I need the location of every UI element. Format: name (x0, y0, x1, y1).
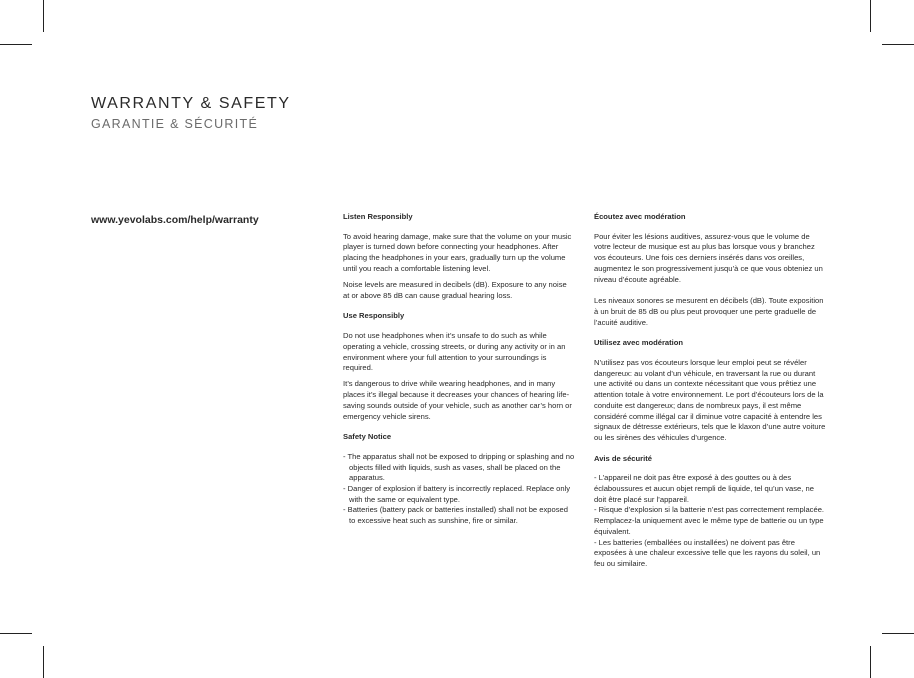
section-heading: Safety Notice (343, 432, 392, 442)
safety-section (343, 432, 575, 527)
section-heading: Utilisez avec modération (594, 338, 684, 348)
paragraph: Pour éviter les lésions auditives, assurez-vous que le volume de votre lecteur de musique est au plus bas lorsque vous y branchez vos écouteurs. Une fois ces derniers insérés dans vos oreilles, augmentez le son progressivement jusqu’à ce que vous obteniez un niveau d’écoute agréable. (594, 231, 823, 284)
page-title: WARRANTY & SAFETY (91, 95, 291, 112)
section-heading: Avis de sécurité (594, 453, 652, 463)
paragraph: N’utilisez pas vos écouteurs lorsque leur emploi peut se révéler dangereux: au volant d’un véhicule, en traversant la rue ou durant une activité ou dans un contexte nécessitant que vous prêtiez une attention totale à votre environnement. Le port d’écouteurs lors de la conduite est dangereux; dans de nombreux pays, il est même considéré comme illégal car il diminue votre capacité à entendre les signaux de détresse extérieurs, tels que le klaxon d’une autre voiture ou les sirènes des véhicules d’urgence. (594, 358, 826, 442)
warranty-link[interactable]: www.yevolabs.com/help/warranty (91, 214, 259, 226)
safety-list-fr (594, 473, 826, 569)
section-heading: Listen Responsibly (343, 212, 413, 221)
english-column (343, 212, 575, 537)
paragraph: To avoid hearing damage, make sure that the volume on your music player is turned down before connecting your headphones. After placing the headphones in your ears, gradually turn up the volume until you reach a comfortable listening level. (343, 231, 572, 273)
use-section-fr (594, 338, 826, 443)
crop-mark (43, 0, 44, 32)
section-heading: Écoutez avec modération (594, 212, 686, 221)
crop-mark (0, 633, 32, 634)
safety-section-fr (594, 454, 826, 570)
list-item: - Les batteries (emballées ou installées) ne doivent pas être exposées à une chaleur excessive telle que les rayons du soleil, un feu ou similaire. (594, 537, 821, 568)
list-item: - Risque d’explosion si la batterie n’est pas correctement remplacée. Remplacez-la uniquement avec le même type de batterie ou un type équivalent. (594, 505, 825, 536)
list-item: - Danger of explosion if battery is incorrectly replaced. Replace only with the same or equivalent type. (343, 484, 571, 504)
listen-section (343, 212, 575, 301)
crop-mark (0, 44, 32, 45)
use-section (343, 311, 575, 422)
crop-mark (43, 646, 44, 678)
paragraph: Do not use headphones when it’s unsafe to do such as while operating a vehicle, crossing streets, or during any activity or in an environment where your full attention to your surroundings is required. (343, 331, 566, 373)
paragraph: It’s dangerous to drive while wearing headphones, and in many places it’s illegal because it decreases your chances of hearing life-saving sounds outside of your vehicle, such as another car’s horn or emergency vehicle sirens. (343, 379, 572, 421)
section-heading: Use Responsibly (343, 311, 405, 321)
french-column (594, 212, 826, 580)
list-item: - L’appareil ne doit pas être exposé à des gouttes ou à des éclaboussures et aucun objet rempli de liquide, tel qu’un vase, ne doit être placé sur l’appareil. (594, 473, 814, 504)
paragraph: Les niveaux sonores se mesurent en décibels (dB). Toute exposition à un bruit de 85 dB ou plus peut provoquer une perte graduelle de l’acuité auditive. (594, 296, 824, 327)
crop-mark (882, 44, 914, 45)
list-item: - The apparatus shall not be exposed to dripping or splashing and no objects filled with liquids, sush as vases, shall be placed on the apparatus. (343, 451, 575, 483)
paragraph: Noise levels are measured in decibels (dB). Exposure to any noise at or above 85 dB can cause gradual hearing loss. (343, 280, 567, 300)
crop-mark (882, 633, 914, 634)
crop-mark (870, 0, 871, 32)
listen-section-fr (594, 212, 826, 328)
page-subtitle: GARANTIE & SÉCURITÉ (91, 117, 259, 131)
list-item: - Batteries (battery pack or batteries installed) shall not be exposed to excessive heat such as sunshine, fire or similar. (343, 505, 568, 526)
crop-mark (870, 646, 871, 678)
safety-list (343, 452, 575, 527)
